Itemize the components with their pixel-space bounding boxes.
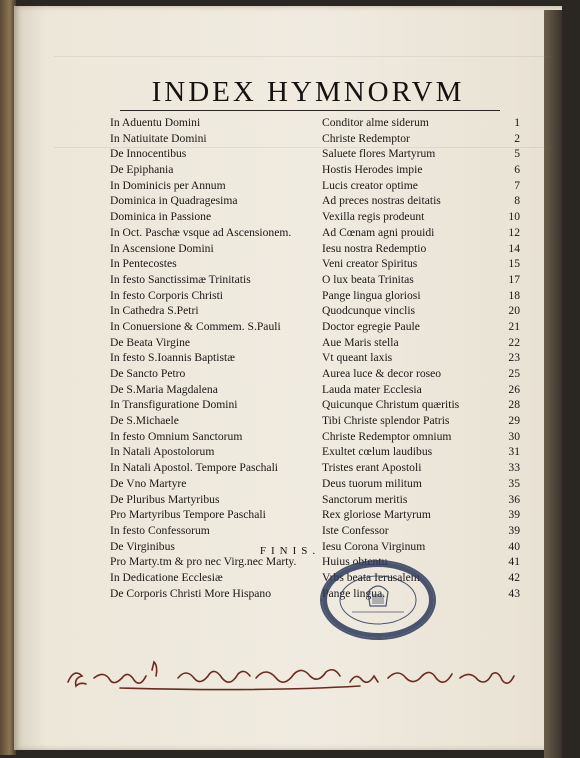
- hymn-incipit: Tristes erant Apostoli: [322, 461, 422, 475]
- hymn-incipit: Christe Redemptor omnium: [322, 429, 452, 443]
- feast-name: Dominica in Passione: [110, 210, 212, 224]
- index-row: [110, 429, 520, 445]
- hymn-incipit: Aurea luce & decor roseo: [322, 367, 442, 380]
- index-row: [110, 507, 520, 523]
- page-number: 39: [508, 508, 520, 522]
- feast-name: De Pluribus Martyribus: [110, 492, 220, 506]
- feast-name: Pro Marty.tm & pro nec Virg.nec Marty.: [110, 555, 297, 569]
- page-number: 5: [514, 147, 520, 161]
- feast-name: In Oct. Paschæ vsque ad Ascensionem.: [110, 225, 292, 239]
- hymn-incipit: Iesu nostra Redemptio: [322, 241, 427, 255]
- page-number: 41: [508, 555, 520, 569]
- page-number: 21: [508, 319, 520, 333]
- page-number: 10: [508, 210, 520, 224]
- index-row: [110, 397, 520, 413]
- feast-name: De S.Michaele: [110, 414, 179, 428]
- index-row: [110, 413, 520, 429]
- index-row: [110, 241, 520, 257]
- hymn-incipit: Ad Cœnam agni prouidi: [322, 225, 435, 239]
- index-row: [110, 492, 520, 508]
- feast-name: In Aduentu Domini: [110, 116, 201, 129]
- hymn-incipit: O lux beata Trinitas: [322, 272, 414, 286]
- handwritten-signature: [60, 648, 550, 698]
- feast-name: In Dedicatione Ecclesiæ: [110, 570, 223, 584]
- hymn-index-table: [110, 115, 520, 601]
- index-row: [110, 382, 520, 398]
- page-number: 22: [508, 335, 520, 349]
- index-row: [110, 303, 520, 319]
- index-row: [110, 335, 520, 351]
- feast-name: De Vno Martyre: [110, 476, 187, 490]
- hymn-incipit: Saluete flores Martyrum: [322, 147, 436, 161]
- hymn-incipit: Huius obtentu: [322, 555, 388, 569]
- page-number: 43: [508, 586, 520, 600]
- feast-name: In festo Omnium Sanctorum: [110, 429, 243, 443]
- library-stamp: [320, 560, 436, 640]
- feast-name: In Natali Apostol. Tempore Paschali: [110, 461, 279, 475]
- feast-name: De Beata Virgine: [110, 335, 191, 349]
- hymn-incipit: Hostis Herodes impie: [322, 163, 423, 177]
- page-number: 20: [508, 304, 520, 318]
- feast-name: In Natiuitate Domini: [110, 131, 207, 145]
- hymn-incipit: Sanctorum meritis: [322, 492, 408, 506]
- index-row: [110, 115, 520, 131]
- index-row: [110, 272, 520, 288]
- page-number: 7: [514, 178, 520, 192]
- hymn-incipit: Ad preces nostras deitatis: [322, 194, 441, 208]
- hymn-incipit: Aue Maris stella: [322, 335, 399, 349]
- hymn-incipit: Christe Redemptor: [322, 131, 410, 145]
- index-row: [110, 586, 520, 602]
- index-row: [110, 193, 520, 209]
- feast-name: De Sancto Petro: [110, 367, 186, 380]
- stamp-seal-icon: [322, 562, 434, 638]
- feast-name: In festo Confessorum: [110, 523, 210, 537]
- hymn-incipit: Pange lingua gloriosi: [322, 288, 421, 302]
- feast-name: De Virginibus: [110, 539, 175, 553]
- hymn-incipit: Conditor alme siderum: [322, 116, 429, 129]
- feast-name: De S.Maria Magdalena: [110, 382, 218, 396]
- hymn-incipit: Veni creator Spiritus: [322, 257, 418, 271]
- index-row: [110, 350, 520, 366]
- hymn-incipit: Deus tuorum militum: [322, 476, 422, 490]
- feast-name: In Cathedra S.Petri: [110, 304, 199, 318]
- hymn-incipit: Exultet cœlum laudibus: [322, 445, 433, 459]
- feast-name: De Epiphania: [110, 163, 174, 177]
- page-number: 28: [508, 398, 520, 412]
- page-number: 39: [508, 523, 520, 537]
- index-row: [110, 366, 520, 382]
- feast-name: In Conuersione & Commem. S.Pauli: [110, 319, 281, 333]
- page-number: 26: [508, 382, 520, 396]
- feast-name: In Pentecostes: [110, 257, 177, 271]
- hymn-incipit: Vt queant laxis: [322, 351, 393, 365]
- page-number: 6: [514, 163, 520, 177]
- feast-name: In Dominicis per Annum: [110, 178, 226, 192]
- index-row: [110, 162, 520, 178]
- index-row: [110, 444, 520, 460]
- index-row: [110, 319, 520, 335]
- page-number: 33: [508, 461, 520, 475]
- hymn-incipit: Iesu Corona Virginum: [322, 539, 426, 553]
- index-row: [110, 460, 520, 476]
- index-row: [110, 256, 520, 272]
- hymn-incipit: Lucis creator optime: [322, 178, 418, 192]
- page-number: 23: [508, 351, 520, 365]
- feast-name: Dominica in Quadragesima: [110, 194, 238, 208]
- feast-name: In festo Corporis Christi: [110, 288, 224, 302]
- index-row: [110, 570, 520, 586]
- page-number: 12: [508, 225, 520, 239]
- hymn-incipit: Quicunque Christum quæritis: [322, 398, 460, 412]
- feast-name: In Ascensione Domini: [110, 241, 214, 255]
- hymn-incipit: Quodcunque vinclis: [322, 304, 416, 318]
- page-number: 2: [514, 131, 520, 145]
- page-number: 36: [508, 492, 520, 506]
- hymn-incipit: Doctor egregie Paule: [322, 319, 420, 333]
- hymn-incipit: Tibi Christe splendor Patris: [322, 414, 450, 428]
- page-number: 30: [508, 429, 520, 443]
- hymn-incipit: Lauda mater Ecclesia: [322, 382, 422, 396]
- page-number: 25: [508, 367, 520, 380]
- finis-label: FINIS.: [259, 545, 321, 557]
- feast-name: Pro Martyribus Tempore Paschali: [110, 508, 266, 522]
- feast-name: De Corporis Christi More Hispano: [110, 586, 272, 600]
- index-row: [110, 288, 520, 304]
- page-number: 31: [508, 445, 520, 459]
- hymn-incipit: Iste Confessor: [322, 523, 389, 537]
- feast-name: In Natali Apostolorum: [110, 445, 215, 459]
- feast-name: In festo Sanctissimæ Trinitatis: [110, 272, 251, 286]
- page-number: 15: [508, 257, 520, 271]
- index-row: [110, 476, 520, 492]
- hymn-incipit: Vexilla regis prodeunt: [322, 210, 425, 224]
- page-number: 8: [514, 194, 520, 208]
- page-number: 17: [508, 272, 520, 286]
- feast-name: In festo S.Ioannis Baptistæ: [110, 351, 235, 365]
- index-row: [110, 209, 520, 225]
- feast-name: De Innocentibus: [110, 147, 187, 161]
- index-row: [110, 131, 520, 147]
- feast-name: In Transfiguratione Domini: [110, 398, 238, 412]
- index-row: [110, 225, 520, 241]
- hymn-incipit: Rex gloriose Martyrum: [322, 508, 431, 522]
- page-number: 14: [508, 241, 520, 255]
- hymn-incipit: Pange lingua.: [322, 586, 386, 600]
- index-row: [110, 146, 520, 162]
- page-number: 29: [508, 414, 520, 428]
- index-row: [110, 523, 520, 539]
- page-number: 42: [508, 570, 520, 584]
- hymn-incipit: Vrbs beata Ierusalem: [322, 570, 420, 584]
- page-number: 1: [514, 116, 520, 129]
- page-number: 18: [508, 288, 520, 302]
- page-number: 35: [508, 476, 520, 490]
- index-row: [110, 178, 520, 194]
- index-title: INDEX HYMNORVM: [98, 76, 518, 109]
- page-number: 40: [508, 539, 520, 553]
